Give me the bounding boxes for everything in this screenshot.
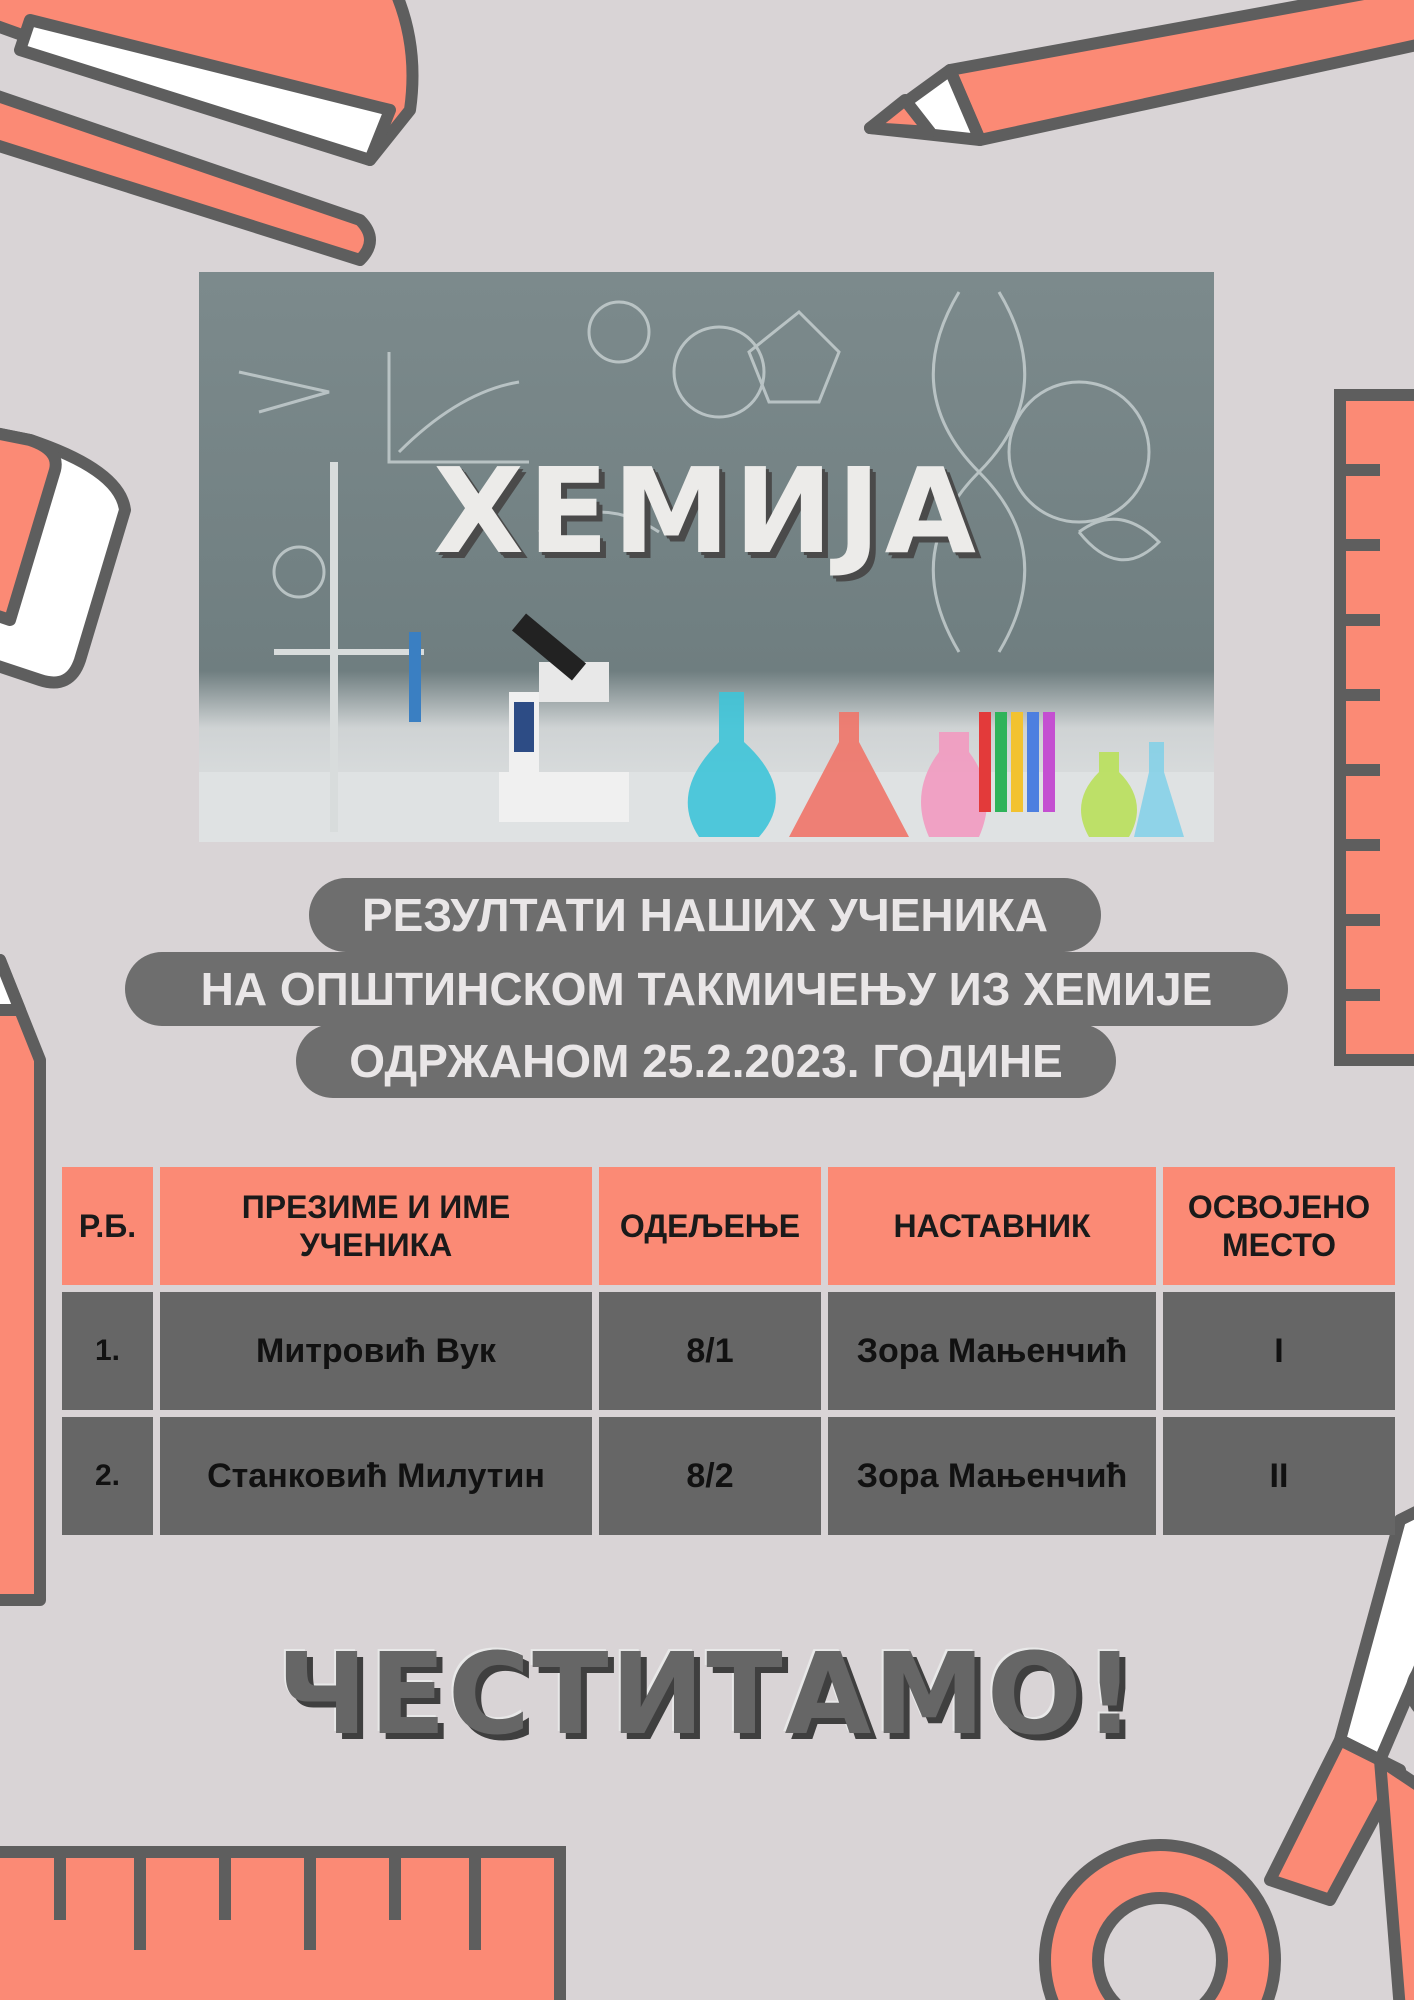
pencil-left-icon	[0, 960, 40, 1600]
cell-student-name: Станковић Милутин	[160, 1417, 592, 1535]
results-table	[55, 1160, 1402, 1542]
cell-teacher: Зора Мањенчић	[828, 1292, 1156, 1410]
header-place: ОСВОЈЕНО МЕСТО	[1163, 1167, 1395, 1285]
header-teacher: НАСТАВНИК	[828, 1167, 1156, 1285]
chemistry-hero-image	[199, 272, 1214, 842]
ruler-bottom-icon	[0, 1852, 560, 2000]
microscope-icon	[499, 622, 629, 822]
table-row	[62, 1417, 1395, 1535]
congratulations-text: ЧЕСТИТАМО!	[276, 1630, 1138, 1760]
banner-line-1: РЕЗУЛТАТИ НАШИХ УЧЕНИКА	[309, 878, 1101, 952]
header-student-name: ПРЕЗИМЕ И ИМЕ УЧЕНИКА	[160, 1167, 592, 1285]
cell-rank: 1.	[62, 1292, 153, 1410]
hero-title: ХЕМИЈА	[433, 442, 980, 580]
pencil-icon	[870, 0, 1414, 140]
banner-line-3: ОДРЖАНОМ 25.2.2023. ГОДИНЕ	[296, 1024, 1116, 1098]
cell-rank: 2.	[62, 1417, 153, 1535]
cell-place: I	[1163, 1292, 1395, 1410]
ruler-icon	[1340, 395, 1414, 1060]
cell-teacher: Зора Мањенчић	[828, 1417, 1156, 1535]
header-class: ОДЕЉЕЊЕ	[599, 1167, 821, 1285]
header-rank: Р.Б.	[62, 1167, 153, 1285]
table-row	[62, 1292, 1395, 1410]
table-header-row	[62, 1167, 1395, 1285]
eraser-icon	[0, 430, 125, 683]
cell-place: II	[1163, 1417, 1395, 1535]
banner-line-2: НА ОПШТИНСКОМ ТАКМИЧЕЊУ ИЗ ХЕМИЈЕ	[125, 952, 1288, 1026]
cell-class: 8/2	[599, 1417, 821, 1535]
cell-class: 8/1	[599, 1292, 821, 1410]
stapler-icon	[0, 0, 413, 260]
cell-student-name: Митровић Вук	[160, 1292, 592, 1410]
